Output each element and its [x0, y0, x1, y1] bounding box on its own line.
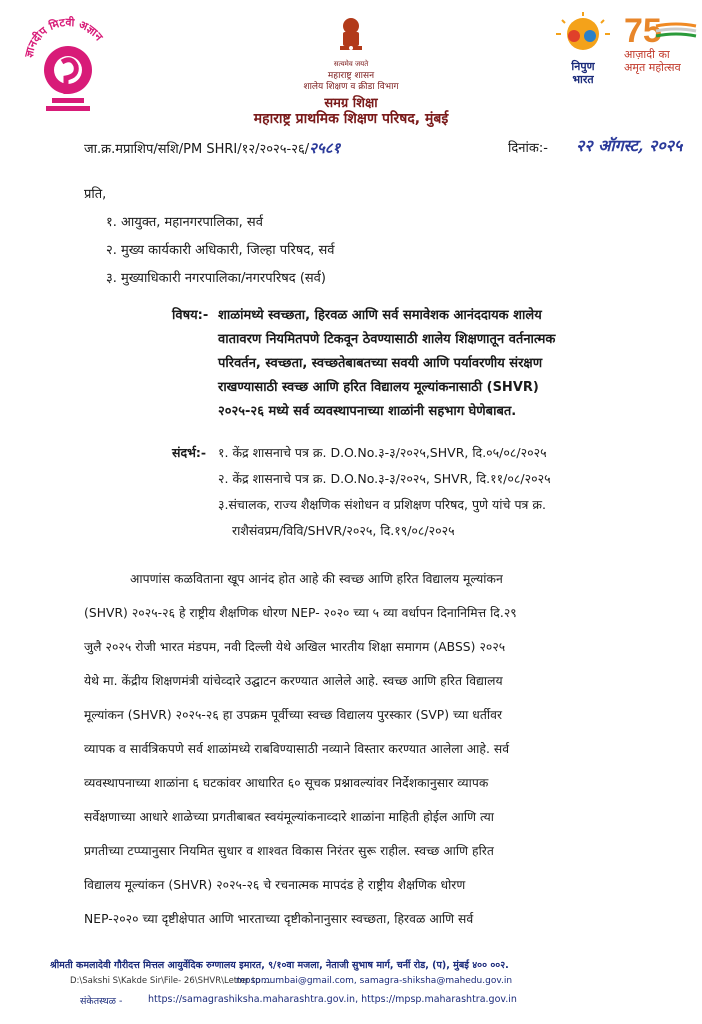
- footer-website-label: संकेतस्थळ -: [80, 996, 123, 1007]
- body-line: मूल्यांकन (SHVR) २०२५-२६ हा उपक्रम पूर्वीच्या स्वच्छ विद्यालय पुरस्कार (SVP) च्या धर्तीवर: [84, 708, 503, 722]
- subject-line: २०२५-२६ मध्ये सर्व व्यवस्थापनाच्या शाळांनी सहभाग घेणेबाबत.: [218, 404, 517, 419]
- footer-file-path: D:\Sakshi S\Kakde Sir\File- 26\SHVR\Letter to ...: [70, 976, 272, 986]
- recipient-to: प्रति,: [84, 187, 107, 202]
- body-line: विद्यालय मूल्यांकन (SHVR) २०२५-२६ चे रचनात्मक मापदंड हे राष्ट्रीय शैक्षणिक धोरण: [84, 878, 466, 892]
- body-line: येथे मा. केंद्रीय शिक्षणमंत्री यांचेव्दारे उद्घाटन करण्यात आलेले आहे. स्वच्छ आणि हरित विद्यालय: [84, 674, 503, 688]
- footer-websites: https://samagrashiksha.maharashtra.gov.in, https://mpsp.maharashtra.gov.in: [148, 994, 517, 1005]
- emblem-caption: सत्यमेव जयते: [333, 60, 369, 68]
- body-line: सर्वेक्षणाच्या आधारे शाळेच्या प्रगतीबाबत स्वयंमूल्यांकनाव्दारे शाळांना माहिती होईल आणि त्या: [84, 810, 494, 824]
- body-line: व्यापक व सार्वत्रिकपणे सर्व शाळांमध्ये राबविण्यासाठी नव्याने विस्तार करण्यात आलेला आहे. सर्व: [84, 742, 510, 756]
- reference-handwritten-number: २५८१: [309, 139, 341, 157]
- body-line: जुलै २०२५ रोजी भारत मंडपम, नवी दिल्ली येथे अखिल भारतीय शिक्षा समागम (ABSS) २०२५: [84, 640, 506, 654]
- subject-line: शाळांमध्ये स्वच्छता, हिरवळ आणि सर्व समावेशक आनंददायक शालेय: [218, 308, 542, 323]
- date-value: २२ ऑगस्ट, २०२५: [576, 136, 683, 155]
- reference-number: [84, 138, 340, 158]
- body-line: आपणांस कळविताना खूप आनंद होत आहे की स्वच्छ आणि हरित विद्यालय मूल्यांकन: [130, 572, 503, 586]
- subject-line: राखण्यासाठी स्वच्छ आणि हरित विद्यालय मूल्यांकनासाठी (SHVR): [218, 380, 539, 395]
- footer-email: mpspmumbai@gmail.com, samagra-shiksha@mahedu.gov.in: [236, 976, 513, 986]
- reference-line: २. केंद्र शासनाचे पत्र क्र. D.O.No.३-३/२०२५, SHVR, दि.११/०८/२०२५: [218, 471, 551, 486]
- body-line: प्रगतीच्या टप्प्यानुसार नियमित सुधार व शाश्वत विकास निरंतर सुरू राहील. स्वच्छ आणि हरित: [84, 844, 494, 858]
- reference-line: १. केंद्र शासनाचे पत्र क्र. D.O.No.३-३/२०२५,SHVR, दि.०५/०८/२०२५: [218, 445, 547, 460]
- reference-line: राशैसंवप्रम/विवि/SHVR/२०२५, दि.१९/०८/२०२५: [232, 523, 455, 538]
- national-emblem-icon: [334, 16, 368, 60]
- reference-line: ३.संचालक, राज्य शैक्षणिक संशोधन व प्रशिक्षण परिषद, पुणे यांचे पत्र क्र.: [218, 497, 547, 512]
- tricolor-flag-icon: [654, 22, 698, 40]
- recipient-item: २. मुख्य कार्यकारी अधिकारी, जिल्हा परिषद, सर्व: [106, 243, 335, 258]
- body-line: NEP-२०२० च्या दृष्टीक्षेपात आणि भारताच्या दृष्टीकोनानुसार स्वच्छता, हिरवळ आणि सर्व: [84, 912, 474, 926]
- dept-line-1: महाराष्ट्र शासन: [327, 71, 375, 81]
- logo-arc-text: ज्ञानदीप मिटवी अज्ञान: [22, 15, 106, 59]
- subject-label: विषय:-: [172, 308, 209, 323]
- body-line: (SHVR) २०२५-२६ हे राष्ट्रीय शैक्षणिक धोरण NEP- २०२० च्या ५ व्या वर्धापन दिनानिमित्त दि.२९: [84, 606, 517, 620]
- nipun-sun-icon: [552, 10, 614, 56]
- azadi-amrit-mahotsav-logo: [624, 14, 700, 86]
- reference-prefix: जा.क्र.मप्राशिप/सशि/PM SHRI/१२/२०२५-२६/: [84, 142, 310, 157]
- subject-line: वातावरण नियमितपणे टिकवून ठेवण्यासाठी शालेय शिक्षणातून वर्तनात्मक: [218, 332, 556, 347]
- azadi-line-2: अमृत महोत्सव: [624, 61, 681, 74]
- date-label: दिनांक:-: [508, 141, 548, 156]
- footer-address: श्रीमती कमलादेवी गौरीदत्त मित्तल आयुर्वेदिक रुग्णालय इमारत, ९/१०वा मजला, नेताजी सुभाष मार्ग, चर्नी रोड, (प), मुंबई ४०० ००२.: [50, 960, 509, 971]
- azadi-number: 75: [624, 12, 662, 50]
- references-label: संदर्भ:-: [172, 445, 207, 460]
- dept-line-2: शालेय शिक्षण व क्रीडा विभाग: [303, 82, 399, 92]
- org-name: समग्र शिक्षा: [324, 96, 378, 111]
- subject-line: परिवर्तन, स्वच्छता, स्वच्छतेबाबतच्या सवयी आणि पर्यावरणीय संरक्षण: [218, 356, 543, 371]
- body-line: व्यवस्थापनाच्या शाळांना ६ घटकांवर आधारित ६० सूचक प्रश्नावल्यांवर निर्देशकानुसार व्यापक: [84, 776, 489, 790]
- azadi-line-1: आज़ादी का: [624, 48, 670, 61]
- nipun-label-1: निपुण: [571, 60, 595, 73]
- nipun-label-2: भारत: [572, 73, 594, 86]
- recipient-item: ३. मुख्याधिकारी नगरपालिका/नगरपरिषद (सर्व): [106, 271, 326, 286]
- council-name: महाराष्ट्र प्राथमिक शिक्षण परिषद, मुंबई: [253, 111, 449, 127]
- nipun-bharat-logo: [552, 10, 614, 90]
- recipient-item: १. आयुक्त, महानगरपालिका, सर्व: [106, 215, 263, 230]
